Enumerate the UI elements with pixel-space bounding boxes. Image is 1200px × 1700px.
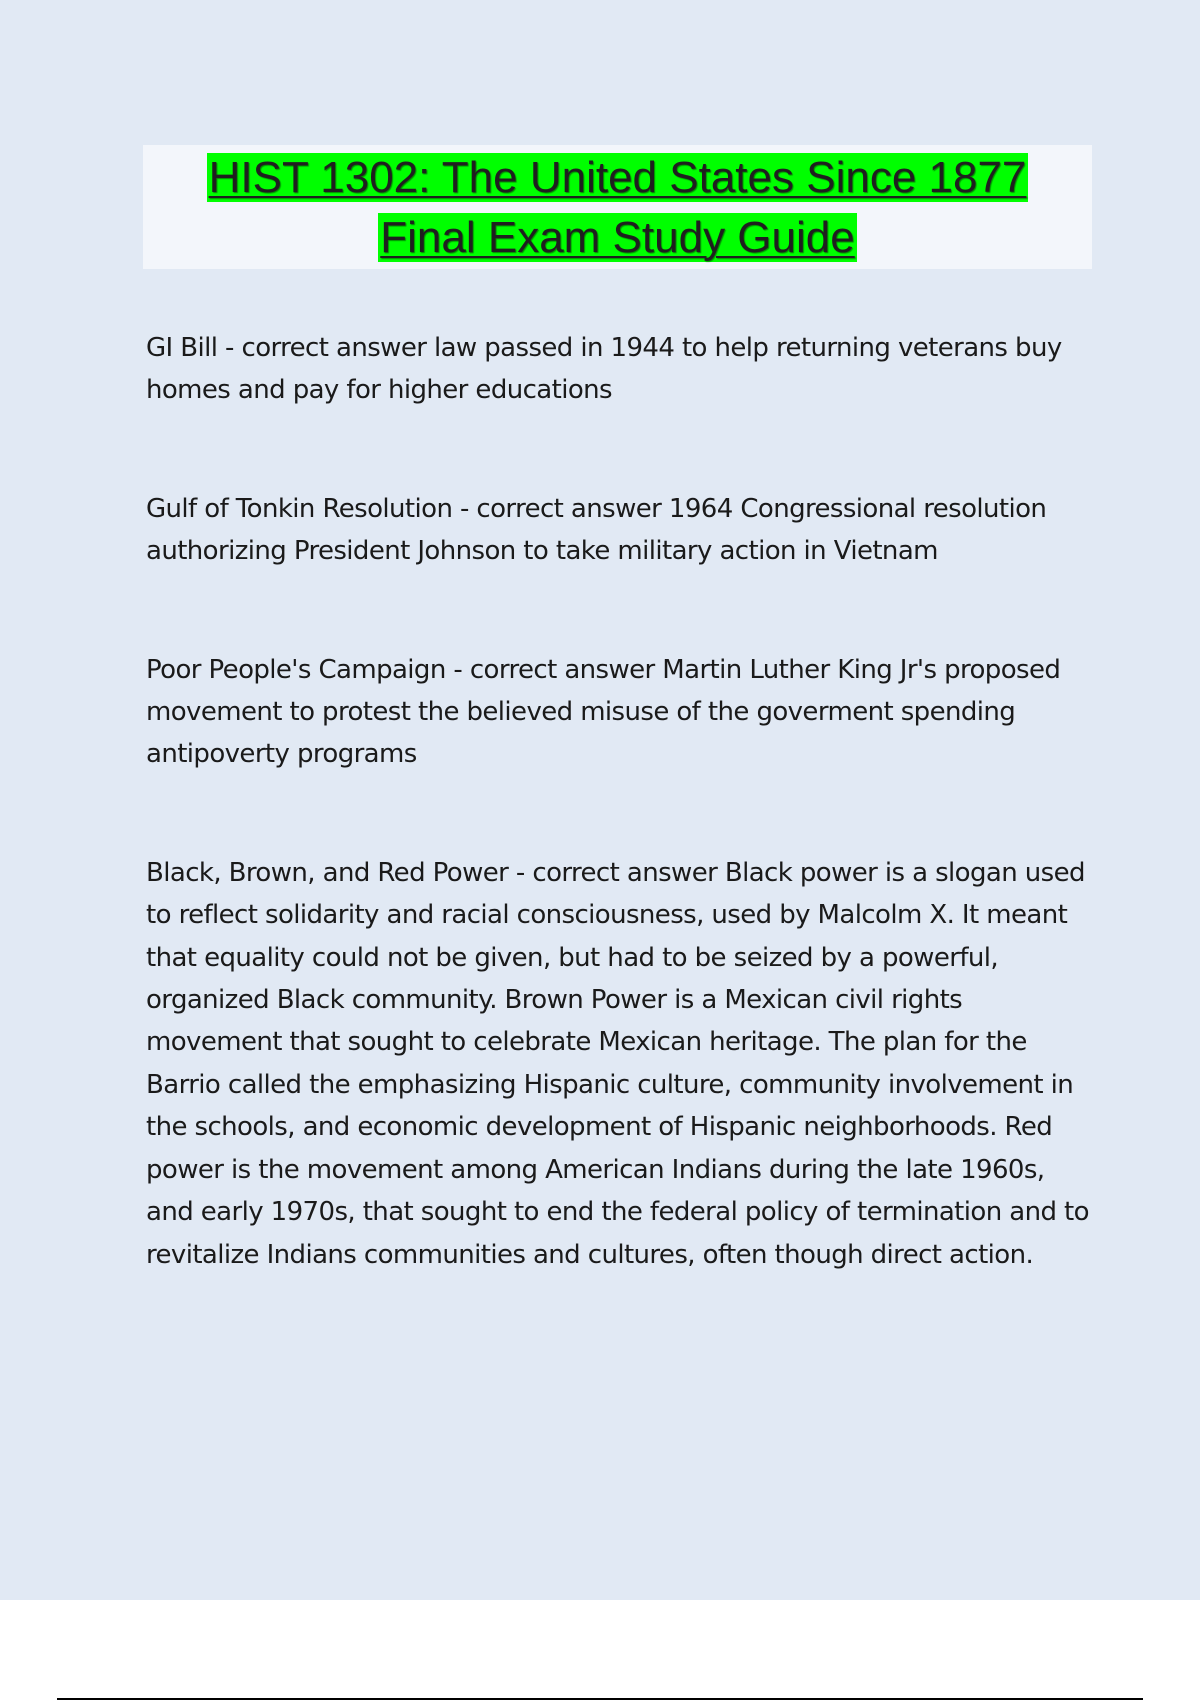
study-guide-entries xyxy=(146,327,1096,1352)
entry-black-brown-red-power xyxy=(146,852,1096,1276)
entry-gi-bill xyxy=(146,327,1096,412)
entry-gulf-of-tonkin xyxy=(146,488,1096,573)
entry-text: Gulf of Tonkin Resolution - correct answer 1964 Congressional resolution authorizing President Johnson to take military action in Vietnam xyxy=(146,493,1047,567)
document-title xyxy=(143,145,1092,269)
title-line-2: Final Exam Study Guide xyxy=(380,213,855,262)
entry-text: Black, Brown, and Red Power - correct answer Black power is a slogan used to reflect solidarity and racial consciousness, used by Malcolm X. It meant that equality could not be given, but had to be seized by a powerful, organized Black community. Brown Power is a Mexican civil rights movement that sought to celebrate Mexican heritage. The plan for the Barrio called the emphasizing Hispanic culture, community involvement in the schools, and economic development of Hispanic neighborhoods. Red power is the movement among American Indians during the late 1960s, and early 1970s, that sought to end the federal policy of termination and to revitalize Indians communities and cultures, often though direct action. xyxy=(146,857,1089,1270)
title-line-1: HIST 1302: The United States Since 1877 xyxy=(208,153,1027,202)
entry-poor-peoples-campaign xyxy=(146,649,1096,776)
entry-text: GI Bill - correct answer law passed in 1944 to help returning veterans buy homes and pay for higher educations xyxy=(146,333,1062,406)
entry-text: Poor People's Campaign - correct answer Martin Luther King Jr's proposed movement to protest the believed misuse of the goverment spending antipoverty programs xyxy=(146,654,1061,770)
